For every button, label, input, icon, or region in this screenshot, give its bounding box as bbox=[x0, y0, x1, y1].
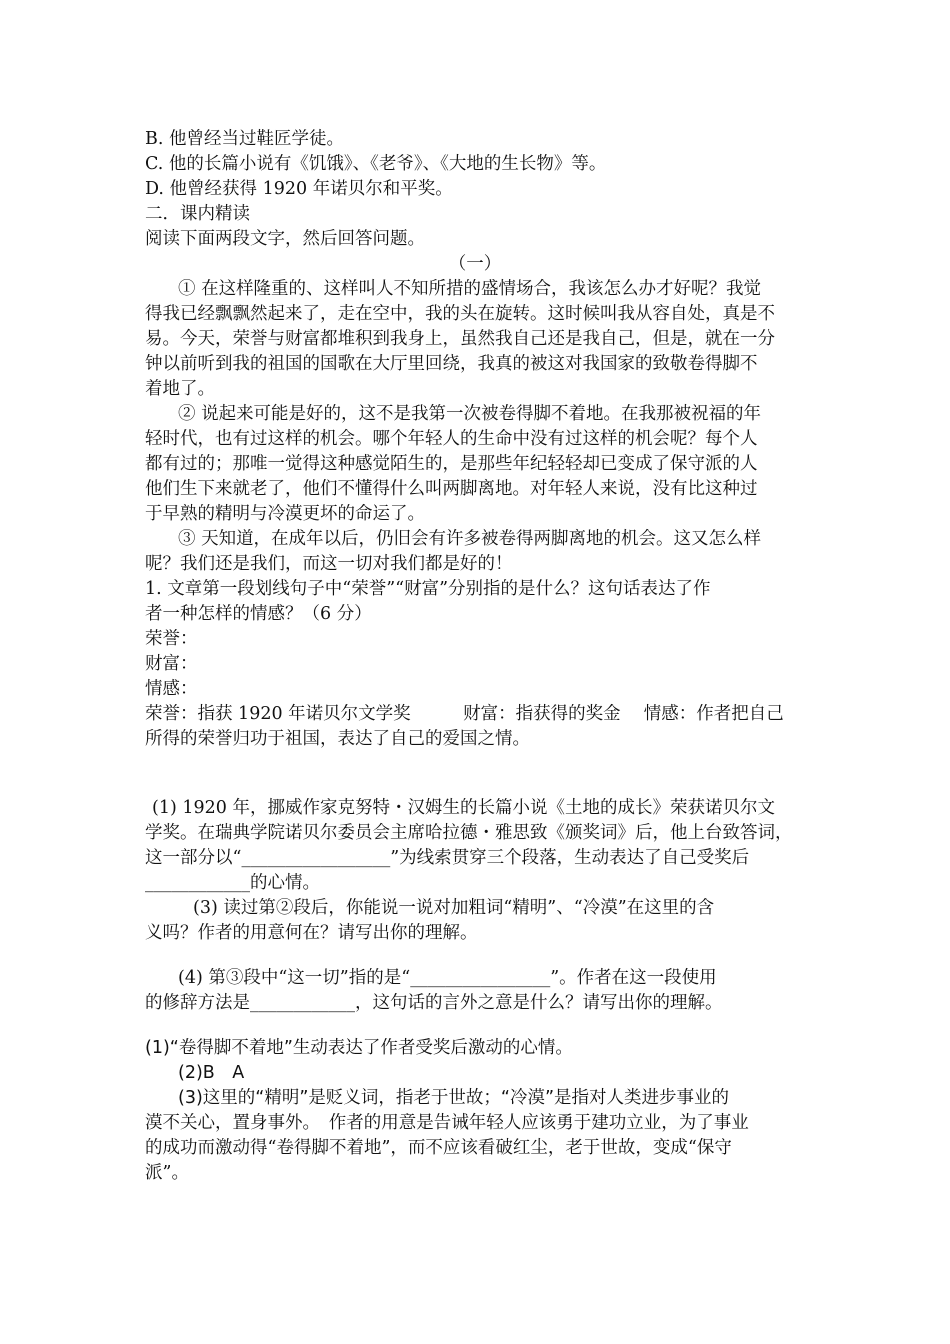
sub-question-1: ____________的心情。 bbox=[145, 873, 320, 893]
para2-line: ② 说起来可能是好的，这不是我第一次被卷得脚不着地。在我那被祝福的年 bbox=[178, 404, 762, 424]
instruction: 阅读下面两段文字，然后回答问题。 bbox=[145, 229, 425, 249]
section-heading: 二．课内精读 bbox=[145, 204, 250, 224]
answer-3: 派”。 bbox=[145, 1163, 189, 1183]
para1-line: 得我已经飘飘然起来了，走在空中，我的头在旋转。这时候叫我从容自处，真是不 bbox=[145, 304, 775, 324]
part-label: （一） bbox=[448, 254, 502, 274]
answer-3: 漠不关心，置身事外。 作者的用意是告诫年轻人应该勇于建功立业，为了事业 bbox=[145, 1113, 749, 1133]
sub-question-3: (3) 读过第②段后，你能说一说对加粗词“精明”、“冷漠”在这里的含 bbox=[193, 898, 715, 918]
sub-question-4: 的修辞方法是____________，这句话的言外之意是什么？请写出你的理解。 bbox=[145, 993, 723, 1013]
field-wealth: 财富： bbox=[145, 654, 198, 674]
q1-answer: 荣誉：指获 1920 年诺贝尔文学奖 财富：指获得的奖金 情感：作者把自己 bbox=[145, 704, 784, 724]
field-emotion: 情感： bbox=[145, 679, 198, 699]
para1-line: 易。今天，荣誉与财富都堆积到我身上，虽然我自己还是我自己，但是，就在一分 bbox=[145, 329, 775, 349]
answer-2: (2)B A bbox=[178, 1063, 245, 1083]
para2-line: 他们生下来就老了，他们不懂得什么叫两脚离地。对年轻人来说，没有比这种过 bbox=[145, 479, 758, 499]
para2-line: 轻时代，也有过这样的机会。哪个年轻人的生命中没有过这样的机会呢？每个人 bbox=[145, 429, 758, 449]
sub-question-3: 义吗？作者的用意何在？请写出你的理解。 bbox=[145, 923, 478, 943]
para3-line: 呢？我们还是我们，而这一切对我们都是好的！ bbox=[145, 554, 513, 574]
sub-question-1: 这一部分以“_________________”为线索贯穿三个段落，生动表达了自己受奖后 bbox=[145, 848, 750, 868]
answer-3: 的成功而激动得“卷得脚不着地”，而不应该看破红尘，老于世故，变成“保守 bbox=[145, 1138, 732, 1158]
option-d: D. 他曾经获得 1920 年诺贝尔和平奖。 bbox=[145, 179, 453, 199]
answer-1: (1)“卷得脚不着地”生动表达了作者受奖后激动的心情。 bbox=[145, 1038, 573, 1058]
para2-line: 都有过的；那唯一觉得这种感觉陌生的，是那些年纪轻轻却已变成了保守派的人 bbox=[145, 454, 758, 474]
sub-question-1: (1) 1920 年，挪威作家克努特・汉姆生的长篇小说《土地的成长》荣获诺贝尔文 bbox=[152, 798, 775, 818]
q1-answer: 所得的荣誉归功于祖国，表达了自己的爱国之情。 bbox=[145, 729, 530, 749]
para1-line: ① 在这样隆重的、这样叫人不知所措的盛情场合，我该怎么办才好呢？我觉 bbox=[178, 279, 762, 299]
option-b: B. 他曾经当过鞋匠学徒。 bbox=[145, 129, 344, 149]
question-1: 者一种怎样的情感？（6 分） bbox=[145, 604, 372, 624]
field-honor: 荣誉： bbox=[145, 629, 198, 649]
para1-line: 着地了。 bbox=[145, 379, 215, 399]
answer-3: (3)这里的“精明”是贬义词，指老于世故；“冷漠”是指对人类进步事业的 bbox=[178, 1088, 730, 1108]
option-c: C. 他的长篇小说有《饥饿》、《老爷》、《大地的生长物》等。 bbox=[145, 154, 607, 174]
question-1: 1. 文章第一段划线句子中“荣誉”“财富”分别指的是什么？这句话表达了作 bbox=[145, 579, 711, 599]
para1-line: 钟以前听到我的祖国的国歌在大厅里回绕，我真的被这对我国家的致敬卷得脚不 bbox=[145, 354, 758, 374]
para3-line: ③ 天知道，在成年以后，仍旧会有许多被卷得两脚离地的机会。这又怎么样 bbox=[178, 529, 762, 549]
sub-question-1: 学奖。在瑞典学院诺贝尔委员会主席哈拉德・雅思致《颁奖词》后，他上台致答词， bbox=[145, 823, 793, 843]
para2-line: 于早熟的精明与冷漠更坏的命运了。 bbox=[145, 504, 425, 524]
sub-question-4: (4) 第③段中“这一切”指的是“________________”。作者在这一段使用 bbox=[178, 968, 717, 988]
